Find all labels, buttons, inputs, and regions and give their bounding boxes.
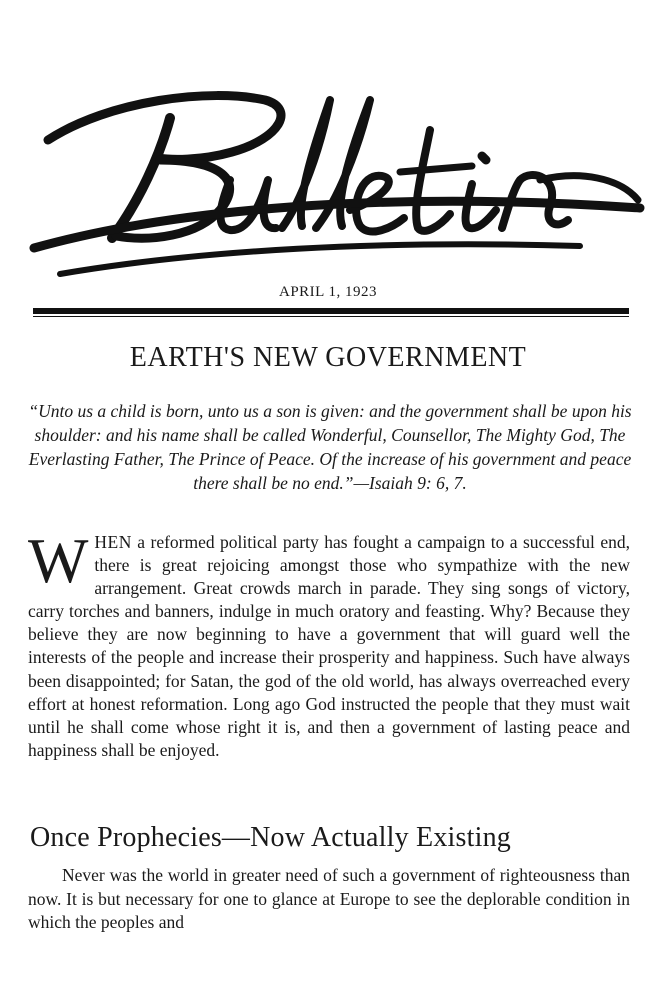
paragraph-1-text: a reformed political party has fought a campaign to a successful end, there is great rejoicing amongst those who sympathize with the new arrangement. Great crowds march in parade. They sing songs of victory, carry torches and banners, indulge in much oratory and feasting. Why? Because they believe they are now beginning to have a government that will guard well the interests of the people and increase their prosperity and happiness. Such have always been disappointed; for Satan, the god of the old world, has always overreached every effort at honest reformation. Long ago God instructed the people that they must wait until he shall come whose right it is, and then a government of lasting peace and happiness shall be enjoyed. [28, 532, 630, 760]
scripture-epigraph: “Unto us a child is born, unto us a son is given: and the government shall be upon his shoulder: and his name shall be called Wonderful, Counsellor, The Mighty God, The Everlasting Father, The Prince of Peace. Of the increase of his government and peace there shall be no end.”—Isaiah 9: 6, 7. [28, 401, 632, 493]
section-subheading: Once Prophecies—Now Actually Existing [30, 822, 511, 853]
masthead-logo [20, 60, 650, 290]
article-paragraph-1 [28, 525, 630, 762]
article-headline: EARTH'S NEW GOVERNMENT [129, 342, 527, 373]
masthead-rule-thick [33, 308, 629, 314]
issue-date: APRIL 1, 1923 [278, 284, 378, 300]
article-paragraph-2: Never was the world in greater need of such a government of righteousness than now. It is but necessary for one to glance at Europe to see the deplorable condition in which the peoples and [28, 865, 630, 932]
lead-word: HEN [94, 532, 132, 552]
drop-cap: W [28, 525, 89, 596]
bulletin-script-logo [20, 60, 650, 290]
masthead-rule-thin [33, 316, 629, 317]
